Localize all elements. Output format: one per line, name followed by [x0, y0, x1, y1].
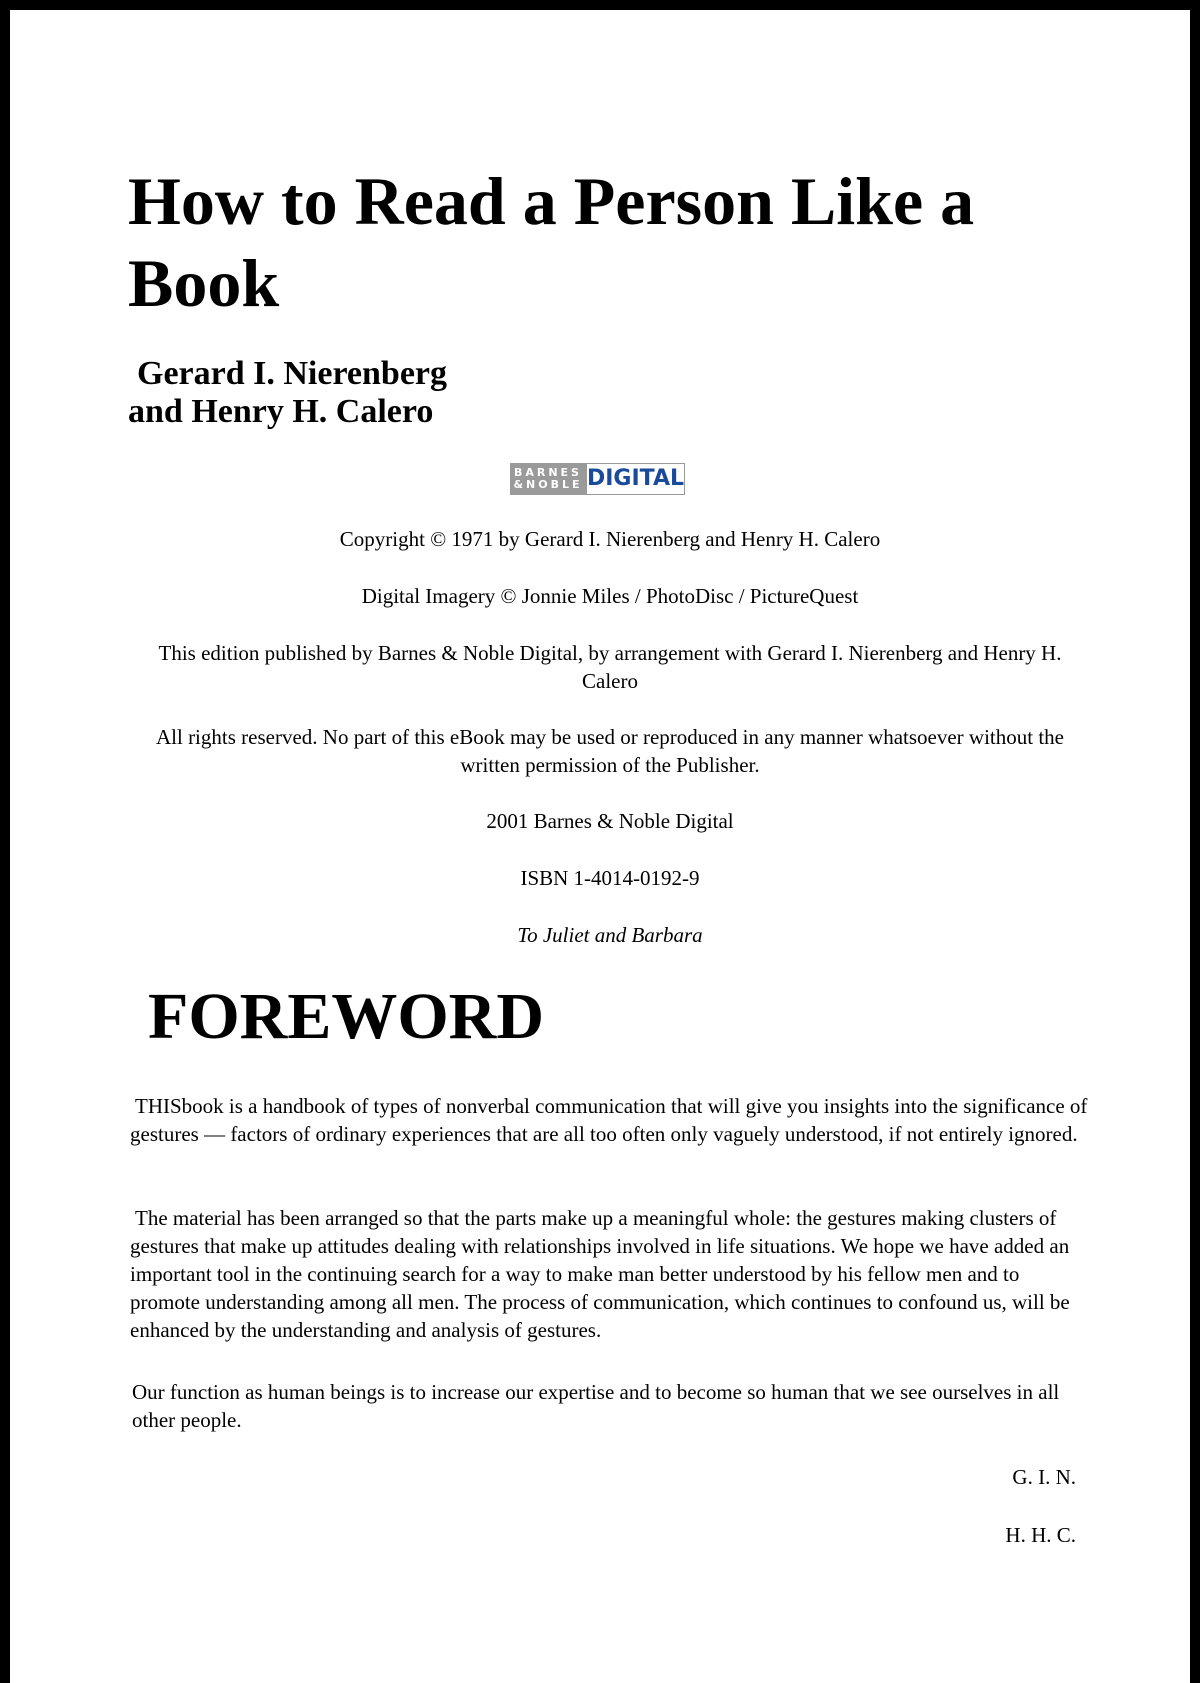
- author-line-2: and Henry H. Calero: [128, 393, 434, 430]
- foreword-paragraph-3: Our function as human beings is to increase our expertise and to become so human that we see ourselves in all other people.: [132, 1380, 1060, 1432]
- author-line-1: Gerard I. Nierenberg: [137, 355, 448, 392]
- foreword-paragraph-1: THISbook is a handbook of types of nonverbal communication that will give you insights into the significance of gestures — factors of ordinary experiences that are all too often only vaguely understood, if not entirely ignored.: [130, 1094, 1088, 1146]
- publisher-year: 2001 Barnes & Noble Digital: [486, 809, 734, 833]
- edition-note: This edition published by Barnes & Noble Digital, by arrangement with Gerard I. Nierenberg and Henry H. Calero: [158, 641, 1062, 693]
- logo-brand-line-2: &NOBLE: [513, 478, 583, 491]
- book-page: [10, 10, 1190, 1683]
- book-title: How to Read a Person Like a Book: [128, 163, 975, 321]
- copyright-line: Copyright © 1971 by Gerard I. Nierenberg and Henry H. Calero: [339, 527, 881, 551]
- logo-digital-word: DIGITAL: [586, 463, 685, 495]
- isbn: ISBN 1-4014-0192-9: [520, 866, 700, 890]
- foreword-heading: FOREWORD: [148, 980, 544, 1053]
- logo-brand-line-1: BARNES: [513, 466, 582, 479]
- authors: [128, 355, 447, 431]
- signature-hhc: H. H. C.: [1005, 1523, 1076, 1547]
- rights-notice: All rights reserved. No part of this eBook may be used or reproduced in any manner whatsoever without the written permission of the Publisher.: [155, 725, 1064, 777]
- imagery-credit: Digital Imagery © Jonnie Miles / PhotoDisc / PictureQuest: [361, 584, 859, 608]
- barnes-noble-digital-logo: [510, 463, 685, 495]
- foreword-paragraph-2: The material has been arranged so that the parts make up a meaningful whole: the gestures making clusters of gestures that make up attitudes dealing with relationships involved in life situations. We hope we have added an important tool in the continuing search for a way to make man better understood by his fellow men and to promote understanding among all men. The process of communication, which continues to confound us, will be enhanced by the understanding and analysis of gestures.: [130, 1206, 1070, 1342]
- dedication: To Juliet and Barbara: [517, 923, 703, 947]
- logo-brand-block: [510, 463, 586, 495]
- signature-gin: G. I. N.: [1012, 1465, 1076, 1489]
